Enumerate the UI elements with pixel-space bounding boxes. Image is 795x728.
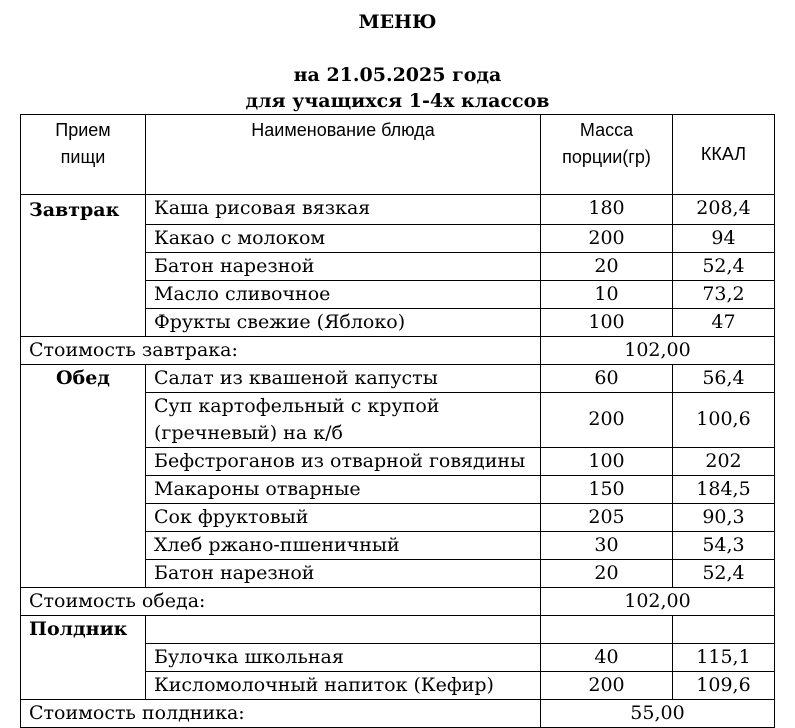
meal-label-snack: Полдник bbox=[21, 615, 146, 643]
kcal-cell: 109,6 bbox=[673, 671, 775, 699]
dish-line1: Суп картофельный с крупой bbox=[154, 394, 440, 417]
menu-audience: для учащихся 1-4х классов bbox=[245, 90, 550, 112]
table-row bbox=[21, 475, 775, 503]
kcal-cell: 100,6 bbox=[673, 392, 775, 447]
dish-cell: Макароны отварные bbox=[146, 475, 541, 503]
header-meal bbox=[21, 115, 146, 195]
meal-label-breakfast: Завтрак bbox=[21, 195, 146, 225]
header-mass bbox=[541, 115, 673, 195]
cost-row-snack bbox=[21, 699, 775, 727]
dish-line2: (гречневый) на к/б bbox=[154, 421, 343, 444]
meal-cell-empty bbox=[21, 308, 146, 336]
dish-cell: Какао с молоком bbox=[146, 224, 541, 252]
cost-value-snack: 55,00 bbox=[541, 699, 775, 727]
menu-table bbox=[20, 114, 775, 728]
cost-value-lunch: 102,00 bbox=[541, 587, 775, 615]
kcal-cell: 52,4 bbox=[673, 252, 775, 280]
mass-cell: 200 bbox=[541, 392, 673, 447]
dish-cell: Батон нарезной bbox=[146, 559, 541, 587]
table-row bbox=[21, 531, 775, 559]
mass-cell: 205 bbox=[541, 503, 673, 531]
mass-cell: 200 bbox=[541, 224, 673, 252]
table-row bbox=[21, 280, 775, 308]
cost-label-snack: Стоимость полдника: bbox=[21, 699, 541, 727]
mass-cell: 150 bbox=[541, 475, 673, 503]
mass-cell: 20 bbox=[541, 559, 673, 587]
kcal-cell: 90,3 bbox=[673, 503, 775, 531]
dish-cell: Кисломолочный напиток (Кефир) bbox=[146, 671, 541, 699]
kcal-cell: 56,4 bbox=[673, 364, 775, 392]
table-row bbox=[21, 252, 775, 280]
cost-row-breakfast bbox=[21, 336, 775, 364]
dish-cell: Булочка школьная bbox=[146, 643, 541, 671]
meal-cell-empty bbox=[21, 392, 146, 447]
cost-value-breakfast: 102,00 bbox=[541, 336, 775, 364]
mass-cell: 100 bbox=[541, 447, 673, 475]
cost-label-breakfast: Стоимость завтрака: bbox=[21, 336, 541, 364]
meal-cell-empty bbox=[21, 503, 146, 531]
mass-cell: 60 bbox=[541, 364, 673, 392]
dish-cell: Салат из квашеной капусты bbox=[146, 364, 541, 392]
table-row bbox=[21, 364, 775, 392]
cost-row-lunch bbox=[21, 587, 775, 615]
table-row bbox=[21, 392, 775, 447]
meal-cell-empty bbox=[21, 531, 146, 559]
mass-cell: 20 bbox=[541, 252, 673, 280]
kcal-cell: 54,3 bbox=[673, 531, 775, 559]
meal-label-lunch: Обед bbox=[21, 364, 146, 392]
mass-cell: 100 bbox=[541, 308, 673, 336]
kcal-cell: 208,4 bbox=[673, 195, 775, 225]
dish-cell: Каша рисовая вязкая bbox=[146, 195, 541, 225]
header-dish: Наименование блюда bbox=[146, 115, 541, 195]
table-row bbox=[21, 559, 775, 587]
mass-cell: 40 bbox=[541, 643, 673, 671]
mass-cell: 30 bbox=[541, 531, 673, 559]
cost-label-lunch: Стоимость обеда: bbox=[21, 587, 541, 615]
table-row bbox=[21, 308, 775, 336]
meal-cell-empty bbox=[21, 475, 146, 503]
mass-cell-empty bbox=[541, 615, 673, 643]
table-row bbox=[21, 447, 775, 475]
header-kcal: ККАЛ bbox=[673, 115, 775, 195]
meal-cell-empty bbox=[21, 643, 146, 671]
kcal-cell-empty bbox=[673, 615, 775, 643]
dish-cell: Фрукты свежие (Яблоко) bbox=[146, 308, 541, 336]
dish-cell: Сок фруктовый bbox=[146, 503, 541, 531]
dish-cell-empty bbox=[146, 615, 541, 643]
dish-cell bbox=[146, 392, 541, 447]
table-row bbox=[21, 615, 775, 643]
table-row bbox=[21, 224, 775, 252]
meal-cell-empty bbox=[21, 559, 146, 587]
mass-cell: 200 bbox=[541, 671, 673, 699]
kcal-cell: 52,4 bbox=[673, 559, 775, 587]
dish-cell: Бефстроганов из отварной говядины bbox=[146, 447, 541, 475]
meal-cell-empty bbox=[21, 224, 146, 252]
mass-cell: 180 bbox=[541, 195, 673, 225]
menu-date: на 21.05.2025 года bbox=[293, 64, 502, 86]
meal-cell-empty bbox=[21, 280, 146, 308]
dish-cell: Масло сливочное bbox=[146, 280, 541, 308]
table-header-row bbox=[21, 115, 775, 195]
table-row bbox=[21, 195, 775, 225]
header-meal-line2: пищи bbox=[60, 147, 106, 167]
header-meal-line1: Прием bbox=[55, 120, 111, 140]
kcal-cell: 47 bbox=[673, 308, 775, 336]
meal-cell-empty bbox=[21, 447, 146, 475]
table-row bbox=[21, 643, 775, 671]
kcal-cell: 184,5 bbox=[673, 475, 775, 503]
table-row bbox=[21, 503, 775, 531]
kcal-cell: 115,1 bbox=[673, 643, 775, 671]
kcal-cell: 73,2 bbox=[673, 280, 775, 308]
table-row bbox=[21, 671, 775, 699]
dish-cell: Батон нарезной bbox=[146, 252, 541, 280]
meal-cell-empty bbox=[21, 252, 146, 280]
dish-cell: Хлеб ржано-пшеничный bbox=[146, 531, 541, 559]
kcal-cell: 202 bbox=[673, 447, 775, 475]
kcal-cell: 94 bbox=[673, 224, 775, 252]
menu-title: МЕНЮ bbox=[358, 11, 437, 33]
meal-cell-empty bbox=[21, 671, 146, 699]
header-mass-line1: Масса bbox=[579, 120, 634, 140]
mass-cell: 10 bbox=[541, 280, 673, 308]
header-mass-line2: порции(гр) bbox=[562, 147, 651, 167]
